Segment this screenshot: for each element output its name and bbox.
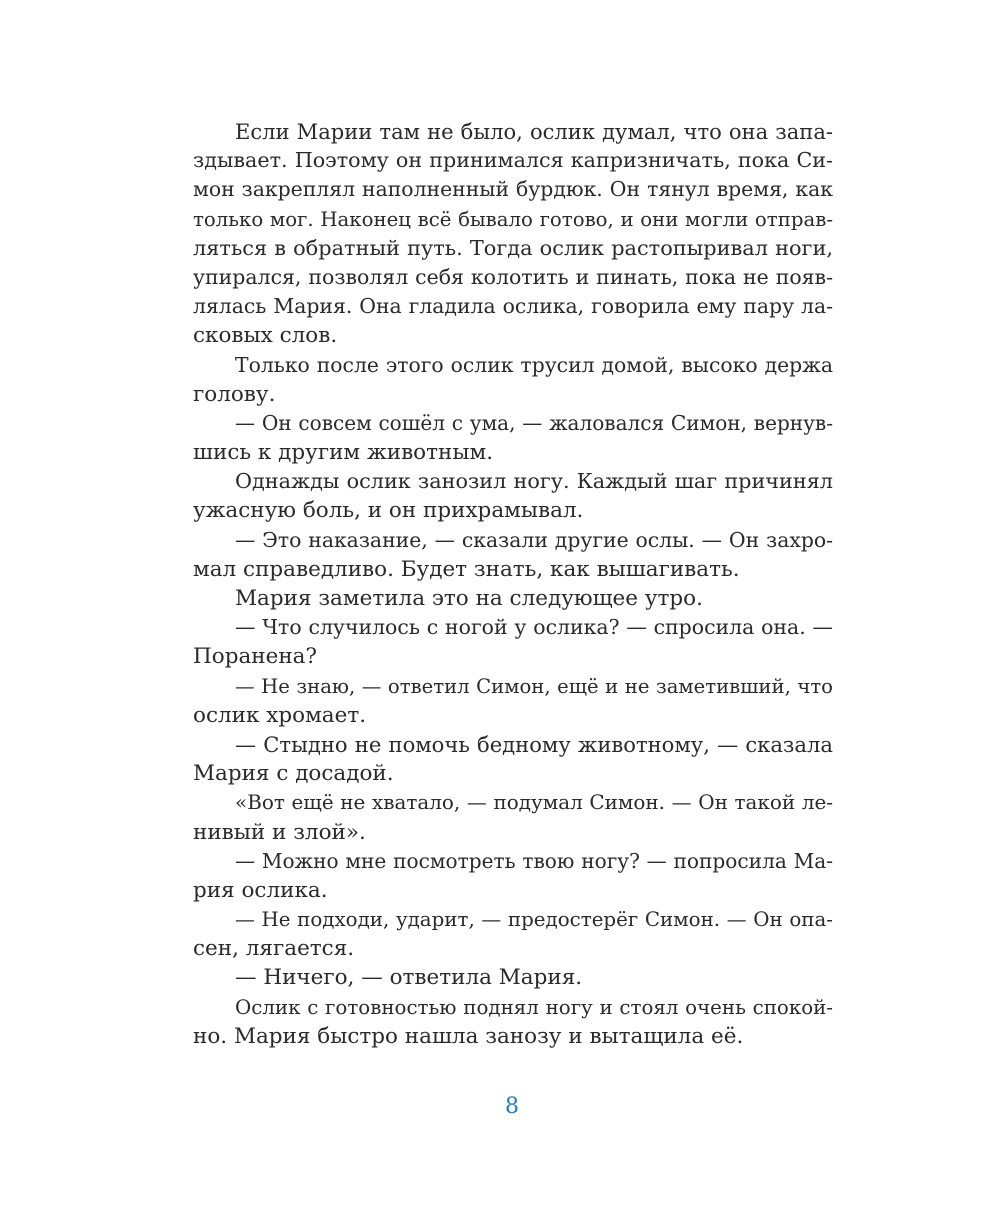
text-line: но. Мария быстро нашла занозу и вытащила её.	[193, 1023, 744, 1049]
text-line: Мария с досадой.	[193, 761, 394, 787]
text-line: упирался, позволял себя колотить и пинать, пока не появ-	[193, 264, 833, 289]
paragraph	[193, 351, 833, 409]
text-line: — Стыдно не помочь бедному животному, — сказала	[235, 731, 833, 757]
paragraph	[193, 847, 833, 905]
text-line: — Он совсем сошёл с ума, — жаловался Симон, вернув-	[235, 410, 833, 435]
text-line: «Вот ещё не хватало, — подумал Симон. — Он такой ле-	[235, 791, 833, 815]
paragraph	[193, 905, 833, 963]
paragraph	[193, 730, 833, 788]
text-line: — Не знаю, — ответил Симон, ещё и не заметивший, что	[235, 674, 833, 698]
page-number: 8	[505, 1094, 519, 1119]
text-line: Ослик с готовностью поднял ногу и стоял очень спокой-	[235, 995, 833, 1019]
text-line: здывает. Поэтому он принимался капризничать, пока Си-	[193, 148, 833, 173]
paragraph	[193, 409, 833, 467]
text-line: нивый и злой».	[193, 819, 366, 845]
body-text	[193, 117, 833, 1051]
paragraph	[193, 993, 833, 1051]
paragraph	[193, 584, 833, 613]
text-line: Поранена?	[193, 644, 318, 670]
text-line: рия ослика.	[193, 877, 328, 903]
text-line: только мог. Наконец всё бывало готово, и они могли отправ-	[193, 207, 833, 231]
paragraph	[193, 467, 833, 525]
text-line: — Это наказание, — сказали другие ослы. — Он захро-	[235, 527, 833, 552]
text-line: ужасную боль, и он прихрамывал.	[193, 498, 584, 524]
text-line: — Не подходи, ударит, — предостерёг Симон. — Он опа-	[235, 908, 833, 932]
paragraph	[193, 117, 833, 351]
paragraph	[193, 672, 833, 730]
text-line: голову.	[193, 381, 276, 407]
text-line: ляться в обратный путь. Тогда ослик растопыривал ноги,	[193, 235, 833, 260]
paragraph	[193, 526, 833, 584]
text-line: Однажды ослик занозил ногу. Каждый шаг причинял	[235, 469, 833, 494]
text-line: Только после этого ослик трусил домой, высоко держа	[235, 352, 833, 377]
paragraph	[193, 788, 833, 846]
text-line: — Что случилось с ногой у ослика? — спросила она. —	[235, 615, 833, 640]
text-line: шись к другим животным.	[193, 440, 494, 466]
text-line: ослик хромает.	[193, 702, 367, 728]
text-line: сен, лягается.	[193, 936, 355, 962]
text-line: Мария заметила это на следующее утро.	[235, 586, 703, 611]
text-line: сковых слов.	[193, 323, 338, 349]
paragraph	[193, 963, 833, 992]
text-line: мон закреплял наполненный бурдюк. Он тянул время, как	[193, 177, 833, 202]
text-line: Если Марии там не было, ослик думал, что она запа-	[235, 119, 833, 144]
text-line: лялась Мария. Она гладила ослика, говорила ему пару ла-	[193, 294, 833, 319]
text-line: мал справедливо. Будет знать, как вышагивать.	[193, 556, 740, 582]
text-line: — Ничего, — ответила Мария.	[235, 965, 583, 991]
text-line: — Можно мне посмотреть твою ногу? — попросила Ма-	[235, 848, 833, 873]
paragraph	[193, 613, 833, 671]
